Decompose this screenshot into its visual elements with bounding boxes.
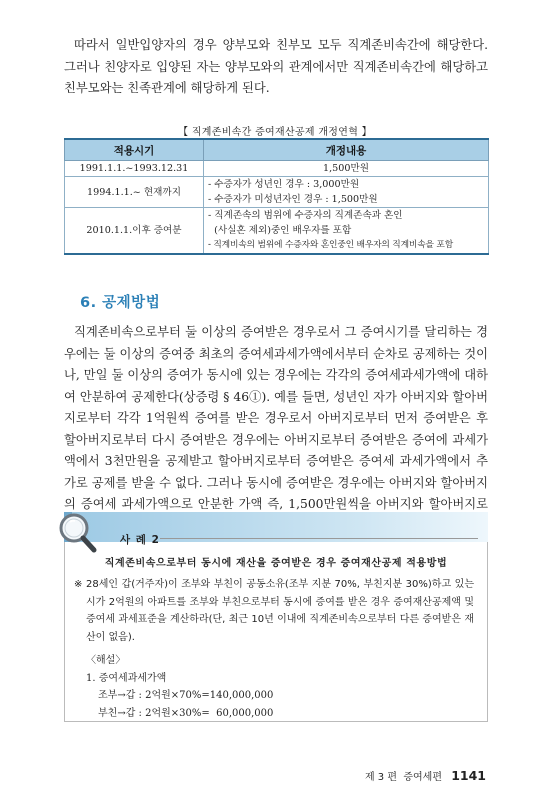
row-content	[204, 161, 489, 177]
table-header-row	[65, 139, 489, 161]
content-line: - 수증자가 미성년자인 경우 : 1,500만원	[208, 194, 378, 205]
body-paragraph: 직계존비속으로부터 둘 이상의 증여받은 경우로서 그 증여시기를 달리하는 경우에는 둘 이상의 증여중 최초의 증여세과세가액에서부터 순차로 공제하는 것이나, 만일 둘 이상의 증여가 동시에 있는 경우에는 각각의 증여세과세가액에 대하여 안분하여 공제한다(상증령 § 46①). 예를 들면, 성년인 자가 아버지와 할아버지로부터 각각 1억원씩 증여를 받은 경우로서 아버지로부터 먼저 증여받은 후 할아버지로부터 다시 증여받은 경우에는 아버지로부터 증여받은 증여에 과세가액에서 3천만원을 공제받고 할아버지로부터 증여받은 증여세 과세가액에서 추가로 공제를 받을 수 없다. 그러나 동시에 증여받은 경우에는 아버지와 할아버지의 증여세 과세가액으로 안분한 가액 즉, 1,500만원씩을 아버지와 할아버지로	[64, 325, 488, 511]
content-line: (사실혼 제외)중인 배우자를 포함	[208, 225, 352, 236]
section-number: 6.	[80, 295, 97, 311]
solution-item: 1. 증여세과세가액	[86, 672, 167, 684]
row-period: 2010.1.1.이후 증여분	[65, 208, 204, 255]
magnifier-icon	[54, 508, 100, 554]
content-line: - 수증자가 성년인 경우 : 3,000만원	[208, 179, 360, 190]
section-title: 공제방법	[102, 295, 161, 311]
amendment-history-table	[64, 138, 489, 255]
case-title: 직계존비속으로부터 동시에 재산을 증여받은 경우 증여재산공제 적용방법	[104, 558, 448, 569]
content-line: - 직계존속의 범위에 수증자의 직계존속과 혼인	[208, 210, 403, 221]
row-content	[204, 177, 489, 208]
case-note	[74, 576, 474, 646]
case-solution	[86, 652, 273, 722]
content-line: - 직계비속의 범위에 수증자와 혼인중인 배우자의 직계비속을 포함	[208, 240, 453, 250]
header-content: 개정내용	[204, 139, 489, 161]
section-heading	[80, 291, 160, 312]
table-title: 【 직계존비속간 증여재산공제 개정연혁 】	[178, 127, 372, 138]
solution-heading: 〈해설〉	[86, 655, 126, 666]
intro-paragraph: 따라서 일반입양자의 경우 양부모와 친부모 모두 직계존비속간에 해당한다. 그러나 친양자로 입양된 자는 양부모와의 관계에서만 직계존비속간에 해당하고 친부모와는 친족관계에 해당하게 된다.	[64, 38, 488, 95]
case-study-box	[64, 512, 488, 722]
note-mark: ※	[74, 579, 83, 590]
case-divider	[160, 538, 478, 539]
solution-line: 부친→갑 : 2억원×30%= 60,000,000	[98, 707, 274, 719]
page-footer	[365, 768, 486, 783]
table-row	[65, 161, 489, 177]
table-row	[65, 208, 489, 255]
row-period: 1994.1.1.~ 현재까지	[65, 177, 204, 208]
footer-part: 제 3 편 증여세편	[364, 772, 443, 783]
table-row	[65, 177, 489, 208]
header-period: 적용시기	[65, 139, 204, 161]
content-line: 1,500만원	[323, 163, 369, 174]
case-label: 사 례 2	[120, 534, 160, 546]
page-number: 1141	[451, 768, 486, 783]
row-period: 1991.1.1.~1993.12.31	[65, 161, 204, 177]
row-content	[204, 208, 489, 255]
solution-line: 조부→갑 : 2억원×70%=140,000,000	[98, 690, 274, 701]
note-text: 28세인 갑(거주자)이 조부와 부친이 공동소유(조부 지분 70%, 부친지분 30%)하고 있는 시가 2억원의 아파트를 조부와 부친으로부터 동시에 증여를 받은 경우 증여재산공제액 및 증여세 과세표준을 계산하라(단, 최근 10년 이내에 직계존비속으로부터 다른 증여받은 재산이 없음).	[86, 579, 474, 643]
